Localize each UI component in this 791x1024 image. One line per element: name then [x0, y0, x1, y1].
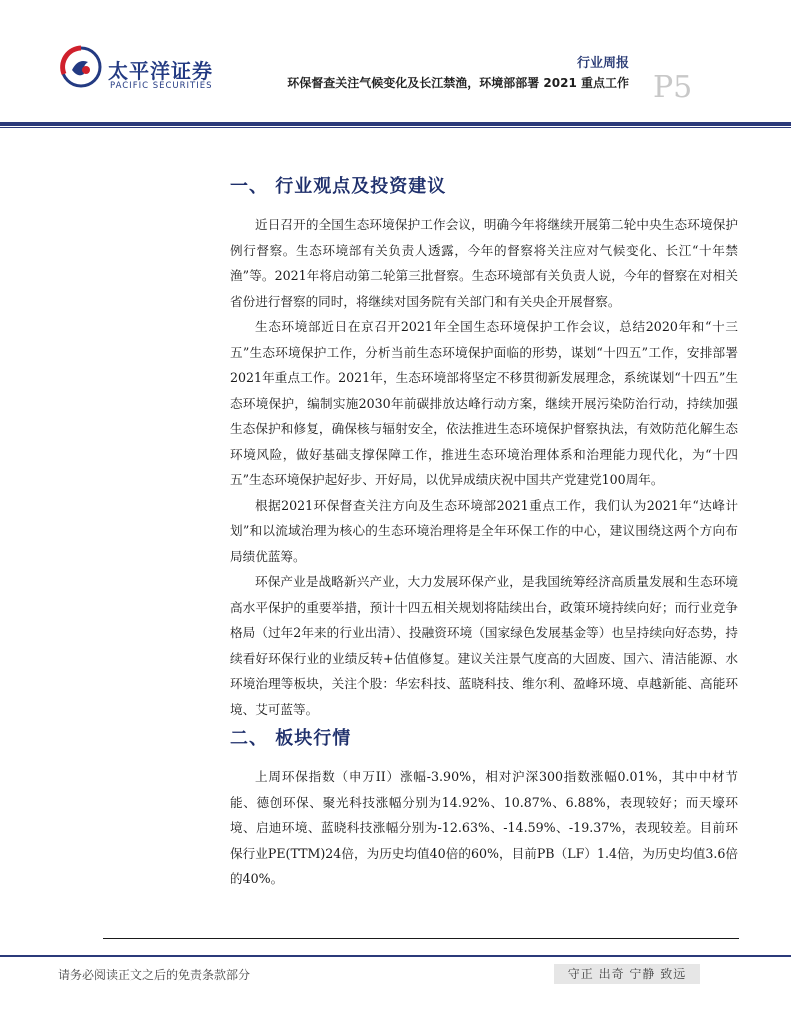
paragraph: 生态环境部近日在京召开2021年全国生态环境保护工作会议，总结2020年和“十三五”生态环境保护工作，分析当前生态环境保护面临的形势，谋划“十四五”工作，安排部署2021年重点工作。2021年，生态环境部将坚定不移贯彻新发展理念，系统谋划“十四五”生态环境保护，编制实施2030年前碳排放达峰行动方案，继续开展污染防治行动，持续加强生态保护和修复，确保核与辐射安全，依法推进生态环境保护督察执法，有效防范化解生态环境风险，做好基础支撑保障工作，推进生态环境治理体系和治理能力现代化，为“十四五”生态环境保护起好步、开好局，以优异成绩庆祝中国共产党建党100周年。: [230, 319, 738, 487]
report-type: 行业周报: [576, 56, 629, 71]
content-end-rule: [103, 938, 739, 939]
paragraph: 上周环保指数（申万II）涨幅-3.90%，相对沪深300指数涨幅0.01%，其中中材节能、德创环保、聚光科技涨幅分别为14.92%、10.87%、6.88%，表现较好；而天壕环境、启迪环境、蓝晓科技涨幅分别为-12.63%、-14.59%、-19.37%，表现较差。目前环保行业PE(TTM)24倍，为历史均值40倍的60%，目前PB（LF）1.4倍，为历史均值3.6倍的40%。: [230, 769, 738, 886]
page-number: P5: [653, 70, 693, 105]
logo-english-name: PACIFIC SECURITIES: [110, 81, 213, 91]
main-content: [230, 170, 738, 892]
footer-divider: [0, 955, 791, 957]
footer-motto: 守正 出奇 宁静 致远: [554, 964, 700, 984]
page-header: [0, 0, 791, 130]
paragraph: 根据2021环保督查关注方向及生态环境部2021重点工作，我们认为2021年“达峰计划”和以流域治理为核心的生态环境治理将是全年环保工作的中心，建议围绕这两个方向布局绩优蓝筹。: [230, 497, 738, 564]
footer-disclaimer: 请务必阅读正文之后的免责条款部分: [58, 968, 251, 982]
pacific-securities-logo-icon: [58, 44, 104, 94]
paragraph: 环保产业是战略新兴产业，大力发展环保产业，是我国统筹经济高质量发展和生态环境高水平保护的重要举措，预计十四五相关规划将陆续出台，政策环境持续向好；而行业竞争格局（过年2年来的行业出清）、投融资环境（国家绿色发展基金等）也呈持续向好态势，持续看好环保行业的业绩反转+估值修复。建议关注景气度高的大固废、国六、清洁能源、水环境治理等板块，关注个股：华宏科技、蓝晓科技、维尔利、盈峰环境、卓越新能、高能环境、艾可蓝等。: [230, 574, 738, 717]
section-heading-2: 二、 板块行情: [230, 728, 352, 749]
paragraph: 近日召开的全国生态环境保护工作会议，明确今年将继续开展第二轮中央生态环境保护例行督察。生态环境部有关负责人透露，今年的督察将关注应对气候变化、长江“十年禁渔”等。2021年将启动第二轮第三批督察。生态环境部有关负责人说，今年的督察在对相关省份进行督察的同时，将继续对国务院有关部门和有关央企开展督察。: [230, 217, 738, 309]
header-divider: [0, 122, 791, 126]
section-heading-1: 一、 行业观点及投资建议: [230, 176, 447, 197]
logo-chinese-name: 太平洋证券: [108, 59, 213, 83]
header-divider-thin: [0, 127, 791, 128]
report-subtitle: 环保督查关注气候变化及长江禁渔，环境部部署 2021 重点工作: [287, 76, 629, 90]
